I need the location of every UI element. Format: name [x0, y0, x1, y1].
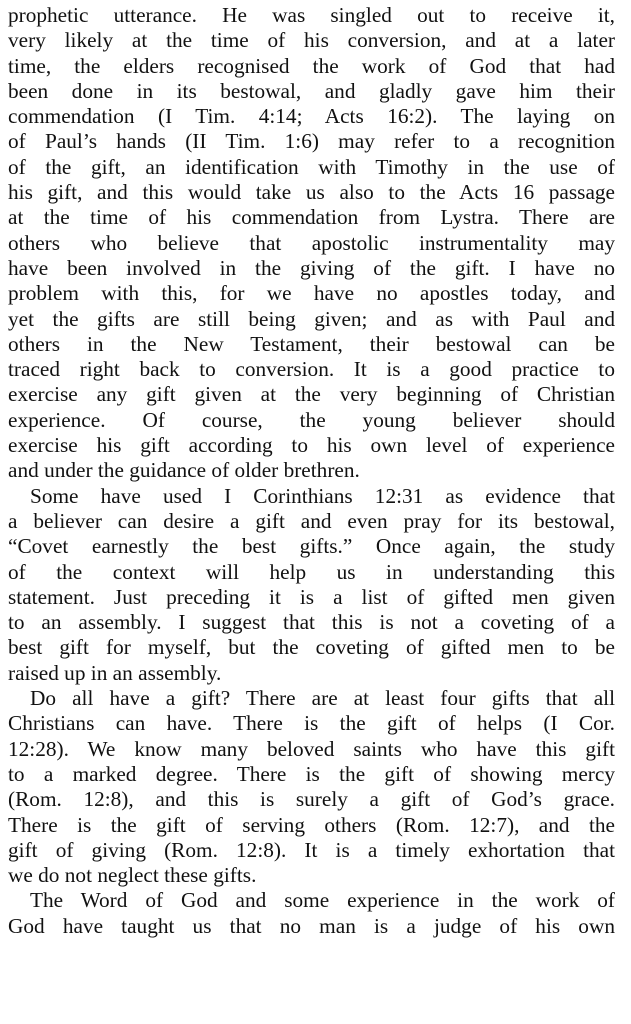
text-line: 12:28). We know many beloved saints who have this gift — [8, 736, 615, 761]
text-line: of the context will help us in understanding this — [8, 559, 615, 584]
text-line: Some have used I Corinthians 12:31 as evidence that — [30, 483, 615, 508]
text-line: statement. Just preceding it is a list of gifted men given — [8, 584, 615, 609]
text-line: have been involved in the giving of the gift. I have no — [8, 255, 615, 280]
text-line: Do all have a gift? There are at least four gifts that all — [30, 686, 615, 711]
paragraph — [8, 3, 615, 484]
text-line: commendation (I Tim. 4:14; Acts 16:2). The laying on — [8, 104, 615, 129]
text-line: exercise his gift according to his own level of experience — [8, 433, 615, 458]
text-line: Christians can have. There is the gift of helps (I Cor. — [8, 711, 615, 736]
text-line: of Paul’s hands (II Tim. 1:6) may refer to a recognition — [8, 129, 615, 154]
text-line: exercise any gift given at the very beginning of Christian — [8, 382, 615, 407]
text-line: prophetic utterance. He was singled out to receive it, — [8, 3, 615, 27]
paragraph — [8, 686, 615, 888]
page-body — [8, 3, 615, 939]
text-line: others in the New Testament, their bestowal can be — [8, 331, 615, 356]
text-line: (Rom. 12:8), and this is surely a gift of God’s grace. — [8, 787, 615, 812]
text-line: to a marked degree. There is the gift of showing mercy — [8, 761, 615, 786]
text-line: best gift for myself, but the coveting of gifted men to be — [8, 635, 615, 660]
text-line: problem with this, for we have no apostles today, and — [8, 281, 615, 306]
text-line: traced right back to conversion. It is a good practice to — [8, 357, 615, 382]
text-line: The Word of God and some experience in the work of — [30, 888, 615, 913]
text-line: others who believe that apostolic instrumentality may — [8, 230, 615, 255]
text-line: a believer can desire a gift and even pray for its bestowal, — [8, 508, 615, 533]
text-line: “Covet earnestly the best gifts.” Once again, the study — [8, 534, 615, 559]
text-line: gift of giving (Rom. 12:8). It is a timely exhortation that — [8, 837, 615, 862]
text-line: raised up in an assembly. — [8, 660, 222, 685]
text-line: God have taught us that no man is a judge of his own — [8, 913, 615, 938]
text-line: at the time of his commendation from Lystra. There are — [8, 205, 615, 230]
text-line: and under the guidance of older brethren. — [8, 458, 360, 483]
text-line: been done in its bestowal, and gladly gave him their — [8, 78, 615, 103]
text-line: to an assembly. I suggest that this is not a coveting of a — [8, 610, 615, 635]
text-line: time, the elders recognised the work of God that had — [8, 53, 615, 78]
text-line: his gift, and this would take us also to the Acts 16 passage — [8, 180, 615, 205]
text-line: yet the gifts are still being given; and as with Paul and — [8, 306, 615, 331]
text-line: of the gift, an identification with Timothy in the use of — [8, 154, 615, 179]
text-line: experience. Of course, the young believer should — [8, 407, 615, 432]
paragraph — [8, 484, 615, 686]
paragraph — [8, 888, 615, 939]
text-line: There is the gift of serving others (Rom. 12:7), and the — [8, 812, 615, 837]
text-line: very likely at the time of his conversion, and at a later — [8, 28, 615, 53]
text-line: we do not neglect these gifts. — [8, 863, 257, 888]
